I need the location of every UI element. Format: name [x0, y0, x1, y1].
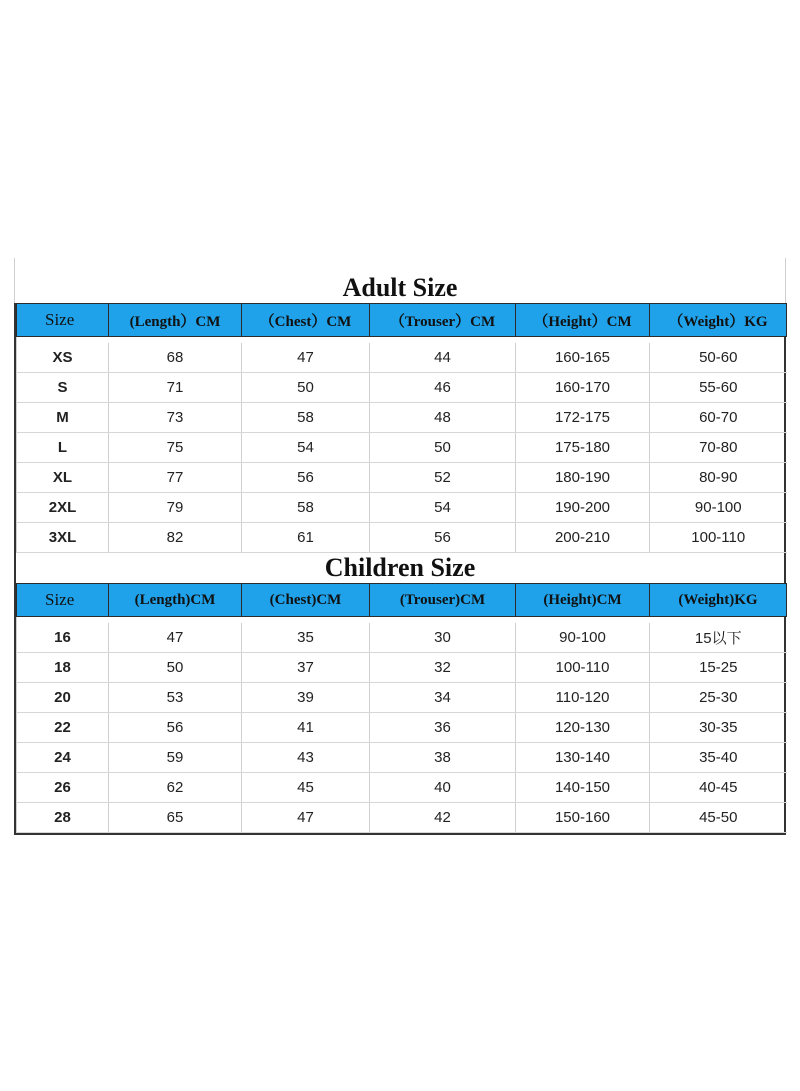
weight-cell: 60-70: [650, 403, 787, 433]
table-row: [17, 803, 787, 833]
size-cell: S: [17, 373, 109, 403]
size-cell: XS: [17, 343, 109, 373]
size-cell: L: [17, 433, 109, 463]
height-cell: 110-120: [516, 683, 650, 713]
weight-cell: 50-60: [650, 343, 787, 373]
chest-cell: 58: [242, 403, 370, 433]
trouser-cell: 40: [370, 773, 516, 803]
length-cell: 53: [109, 683, 242, 713]
weight-cell: 15-25: [650, 653, 787, 683]
height-cell: 175-180: [516, 433, 650, 463]
header-weight: (Weight)KG: [650, 584, 787, 617]
height-cell: 160-165: [516, 343, 650, 373]
size-cell: 16: [17, 623, 109, 653]
height-cell: 200-210: [516, 523, 650, 553]
chest-cell: 47: [242, 343, 370, 373]
weight-cell: 25-30: [650, 683, 787, 713]
size-cell: 24: [17, 743, 109, 773]
height-cell: 180-190: [516, 463, 650, 493]
children-table-frame: [14, 583, 786, 835]
trouser-cell: 50: [370, 433, 516, 463]
size-cell: 2XL: [17, 493, 109, 523]
header-trouser: (Trouser)CM: [370, 584, 516, 617]
trouser-cell: 52: [370, 463, 516, 493]
height-cell: 90-100: [516, 623, 650, 653]
trouser-cell: 54: [370, 493, 516, 523]
height-cell: 120-130: [516, 713, 650, 743]
table-row: [17, 773, 787, 803]
trouser-cell: 42: [370, 803, 516, 833]
adult-table-frame: [14, 303, 786, 553]
chest-cell: 41: [242, 713, 370, 743]
chest-cell: 35: [242, 623, 370, 653]
header-length: (Length）CM: [109, 304, 242, 337]
size-cell: M: [17, 403, 109, 433]
weight-cell: 90-100: [650, 493, 787, 523]
chest-cell: 50: [242, 373, 370, 403]
weight-cell: 15以下: [650, 623, 787, 653]
size-chart: [14, 258, 786, 835]
chest-cell: 56: [242, 463, 370, 493]
weight-cell: 45-50: [650, 803, 787, 833]
length-cell: 50: [109, 653, 242, 683]
table-row: [17, 403, 787, 433]
children-size-title: Children Size: [14, 553, 786, 583]
table-row: [17, 743, 787, 773]
table-row: [17, 373, 787, 403]
chest-cell: 43: [242, 743, 370, 773]
length-cell: 47: [109, 623, 242, 653]
trouser-cell: 30: [370, 623, 516, 653]
size-cell: 22: [17, 713, 109, 743]
size-cell: 26: [17, 773, 109, 803]
table-row: [17, 623, 787, 653]
size-cell: XL: [17, 463, 109, 493]
weight-cell: 30-35: [650, 713, 787, 743]
table-row: [17, 653, 787, 683]
table-row: [17, 713, 787, 743]
length-cell: 56: [109, 713, 242, 743]
length-cell: 79: [109, 493, 242, 523]
weight-cell: 55-60: [650, 373, 787, 403]
table-row: [17, 463, 787, 493]
trouser-cell: 38: [370, 743, 516, 773]
trouser-cell: 44: [370, 343, 516, 373]
header-size: Size: [17, 304, 109, 337]
trouser-cell: 56: [370, 523, 516, 553]
weight-cell: 35-40: [650, 743, 787, 773]
height-cell: 172-175: [516, 403, 650, 433]
adult-size-table: [16, 303, 787, 553]
chest-cell: 54: [242, 433, 370, 463]
table-row: [17, 433, 787, 463]
size-cell: 20: [17, 683, 109, 713]
adult-size-title: Adult Size: [342, 273, 458, 302]
height-cell: 190-200: [516, 493, 650, 523]
children-size-table: [16, 583, 787, 833]
size-cell: 3XL: [17, 523, 109, 553]
size-cell: 18: [17, 653, 109, 683]
table-row: [17, 683, 787, 713]
size-cell: 28: [17, 803, 109, 833]
header-chest: (Chest)CM: [242, 584, 370, 617]
trouser-cell: 48: [370, 403, 516, 433]
table-row: [17, 493, 787, 523]
header-trouser: （Trouser）CM: [370, 304, 516, 337]
table-row: [17, 523, 787, 553]
weight-cell: 100-110: [650, 523, 787, 553]
trouser-cell: 34: [370, 683, 516, 713]
height-cell: 100-110: [516, 653, 650, 683]
length-cell: 75: [109, 433, 242, 463]
weight-cell: 70-80: [650, 433, 787, 463]
header-size: Size: [17, 584, 109, 617]
header-chest: （Chest）CM: [242, 304, 370, 337]
chest-cell: 45: [242, 773, 370, 803]
length-cell: 73: [109, 403, 242, 433]
header-height: (Height)CM: [516, 584, 650, 617]
chest-cell: 61: [242, 523, 370, 553]
weight-cell: 40-45: [650, 773, 787, 803]
chest-cell: 37: [242, 653, 370, 683]
adult-header-row: [17, 304, 787, 337]
header-weight: （Weight）KG: [650, 304, 787, 337]
length-cell: 68: [109, 343, 242, 373]
height-cell: 160-170: [516, 373, 650, 403]
length-cell: 62: [109, 773, 242, 803]
height-cell: 140-150: [516, 773, 650, 803]
chest-cell: 39: [242, 683, 370, 713]
chest-cell: 58: [242, 493, 370, 523]
trouser-cell: 46: [370, 373, 516, 403]
trouser-cell: 32: [370, 653, 516, 683]
height-cell: 150-160: [516, 803, 650, 833]
header-height: （Height）CM: [516, 304, 650, 337]
children-header-row: [17, 584, 787, 617]
table-row: [17, 343, 787, 373]
header-length: (Length)CM: [109, 584, 242, 617]
weight-cell: 80-90: [650, 463, 787, 493]
length-cell: 59: [109, 743, 242, 773]
chest-cell: 47: [242, 803, 370, 833]
height-cell: 130-140: [516, 743, 650, 773]
trouser-cell: 36: [370, 713, 516, 743]
length-cell: 65: [109, 803, 242, 833]
length-cell: 71: [109, 373, 242, 403]
length-cell: 82: [109, 523, 242, 553]
length-cell: 77: [109, 463, 242, 493]
